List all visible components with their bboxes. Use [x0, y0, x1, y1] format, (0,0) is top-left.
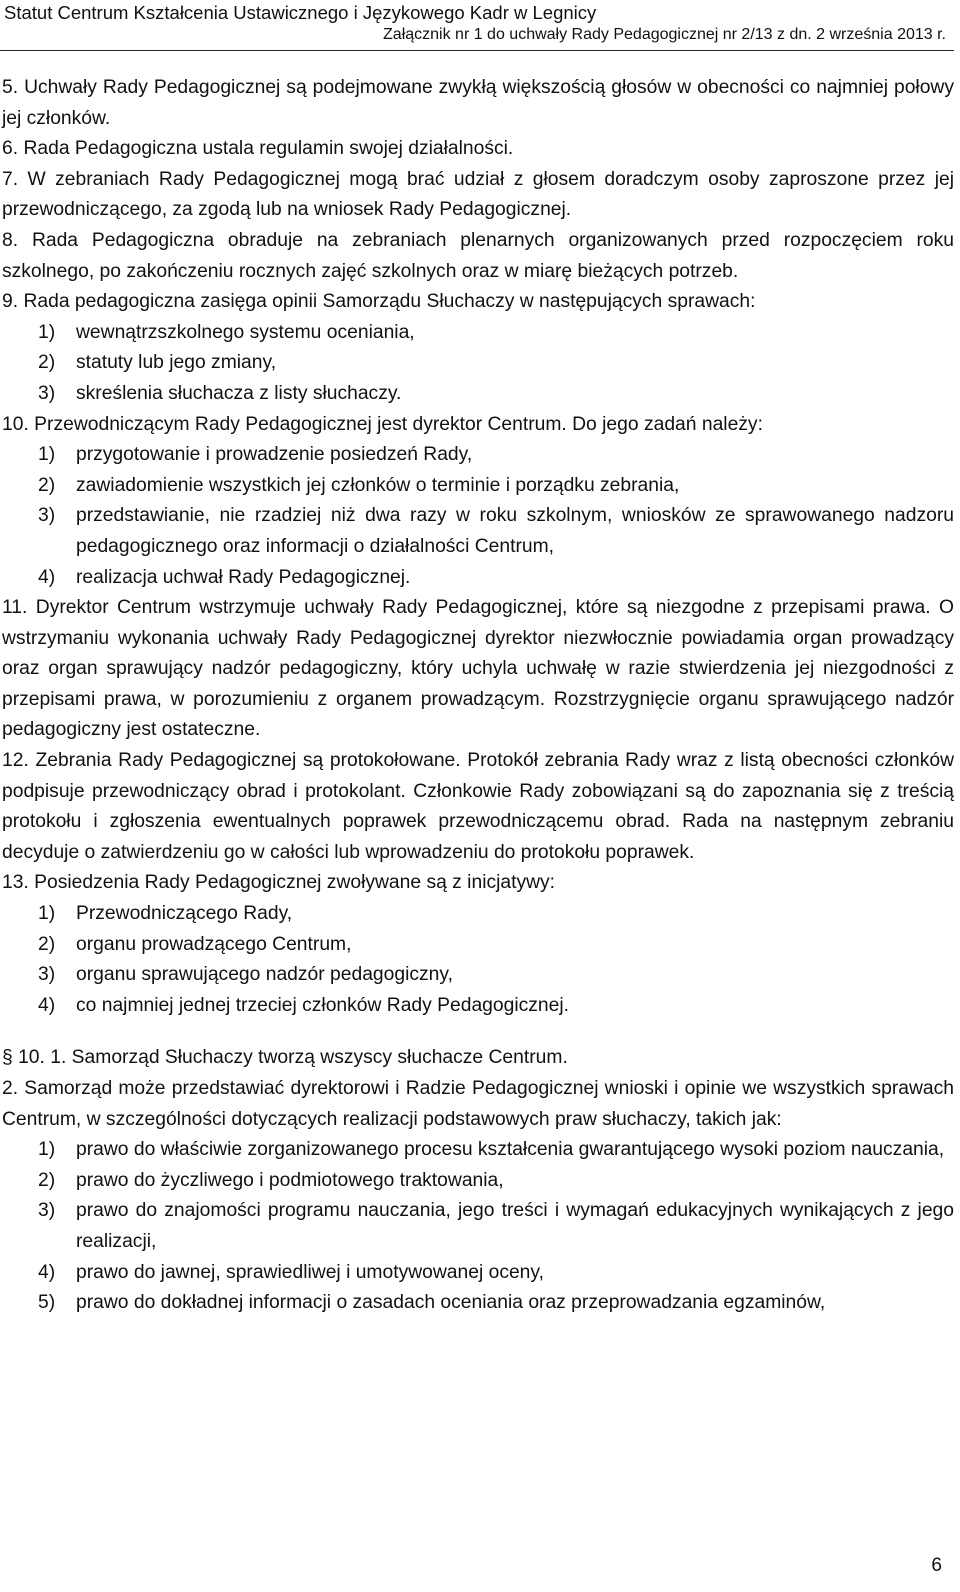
list-item: 2) organu prowadzącego Centrum,: [38, 933, 352, 955]
list-item: 4) co najmniej jednej trzeciej członków Rady Pedagogicznej.: [38, 994, 570, 1016]
section-10-heading: § 10. 1. Samorząd Słuchaczy tworzą wszyscy słuchacze Centrum.: [2, 1047, 568, 1069]
list-item: 3) prawo do znajomości programu nauczania, jego treści i wymagań edukacyjnych wynikających z jego realizacji,: [38, 1200, 954, 1252]
point-11: 11. Dyrektor Centrum wstrzymuje uchwały Rady Pedagogicznej, które są niezgodne z przepisami prawa. O wstrzymaniu wykonania uchwały Rady Pedagogicznej dyrektor niezwłocznie powiadamia organ prowadzący oraz organ sprawujący nadzór pedagogiczny, który uchyla uchwałę w razie stwierdzenia jej niezgodności z przepisami prawa, w porozumieniu z organem prowadzącym. Rozstrzygnięcie organu sprawującego nadzór pedagogiczny jest ostateczne.: [2, 597, 954, 741]
list-item: 2) prawo do życzliwego i podmiotowego traktowania,: [38, 1169, 504, 1191]
section-spacer: [2, 1021, 954, 1043]
header-institution: Statut Centrum Kształcenia Ustawicznego i Językowego Kadr w Legnicy: [4, 2, 597, 23]
point-6: 6. Rada Pedagogiczna ustala regulamin swojej działalności.: [2, 138, 514, 160]
point-7: 7. W zebraniach Rady Pedagogicznej mogą brać udział z głosem doradczym osoby zaproszone przez jej przewodniczącego, za zgodą lub na wniosek Rady Pedagogicznej.: [2, 168, 954, 221]
list-item: 5) prawo do dokładnej informacji o zasadach oceniania oraz przeprowadzania egzaminów,: [38, 1292, 826, 1314]
list-item: 4) prawo do jawnej, sprawiedliwej i umotywowanej oceny,: [38, 1261, 544, 1283]
list-item: 4) realizacja uchwał Rady Pedagogicznej.: [38, 566, 411, 588]
list-item: 1) wewnątrzszkolnego systemu oceniania,: [38, 321, 415, 343]
page-header: [0, 0, 954, 51]
list-item: 2) zawiadomienie wszystkich jej członków o terminie i porządku zebrania,: [38, 474, 680, 496]
point-13: 13. Posiedzenia Rady Pedagogicznej zwoływane są z inicjatywy:: [2, 872, 556, 894]
section-10-paragraph-2: 2. Samorząd może przedstawiać dyrektorowi i Radzie Pedagogicznej wnioski i opinie we wszystkich sprawach Centrum, w szczególności dotyczących realizacji podstawowych praw słuchaczy, takich jak:: [2, 1078, 954, 1130]
point-8: 8. Rada Pedagogiczna obraduje na zebraniach plenarnych organizowanych przed rozpoczęciem roku szkolnego, po zakończeniu rocznych zajęć szkolnych oraz w miarę bieżących potrzeb.: [2, 229, 954, 282]
list-item: 3) przedstawianie, nie rzadziej niż dwa razy w roku szkolnym, wniosków ze sprawowanego nadzoru pedagogicznego oraz informacji o działalności Centrum,: [38, 505, 954, 557]
point-5: 5. Uchwały Rady Pedagogicznej są podejmowane zwykłą większością głosów w obecności co najmniej połowy jej członków.: [2, 77, 955, 129]
list-item: 3) skreślenia słuchacza z listy słuchaczy.: [38, 382, 402, 404]
point-12: 12. Zebrania Rady Pedagogicznej są protokołowane. Protokół zebrania Rady wraz z listą obecności członków podpisuje przewodniczący obrad i protokolant. Członkowie Rady zobowiązani są do zapoznania się z treścią protokołu i zgłoszenia ewentualnych poprawek przewodniczącemu obrad. Rada na następnym zebraniu decyduje o zatwierdzeniu go w całości lub wprowadzeniu do protokołu poprawek.: [2, 750, 954, 863]
point-9: 9. Rada pedagogiczna zasięga opinii Samorządu Słuchaczy w następujących sprawach:: [2, 291, 756, 313]
header-annex: Załącznik nr 1 do uchwały Rady Pedagogicznej nr 2/13 z dn. 2 września 2013 r.: [383, 26, 946, 43]
list-item: 1) przygotowanie i prowadzenie posiedzeń Rady,: [38, 444, 473, 466]
page-number: 6: [931, 1555, 942, 1576]
document-body: [2, 73, 954, 1319]
list-item: 1) prawo do właściwie zorganizowanego procesu kształcenia gwarantującego wysoki poziom nauczania,: [38, 1139, 945, 1161]
list-item: 2) statuty lub jego zmiany,: [38, 352, 277, 374]
list-item: 3) organu sprawującego nadzór pedagogiczny,: [38, 964, 453, 986]
point-10: 10. Przewodniczącym Rady Pedagogicznej jest dyrektor Centrum. Do jego zadań należy:: [2, 413, 763, 435]
list-item: 1) Przewodniczącego Rady,: [38, 903, 293, 925]
